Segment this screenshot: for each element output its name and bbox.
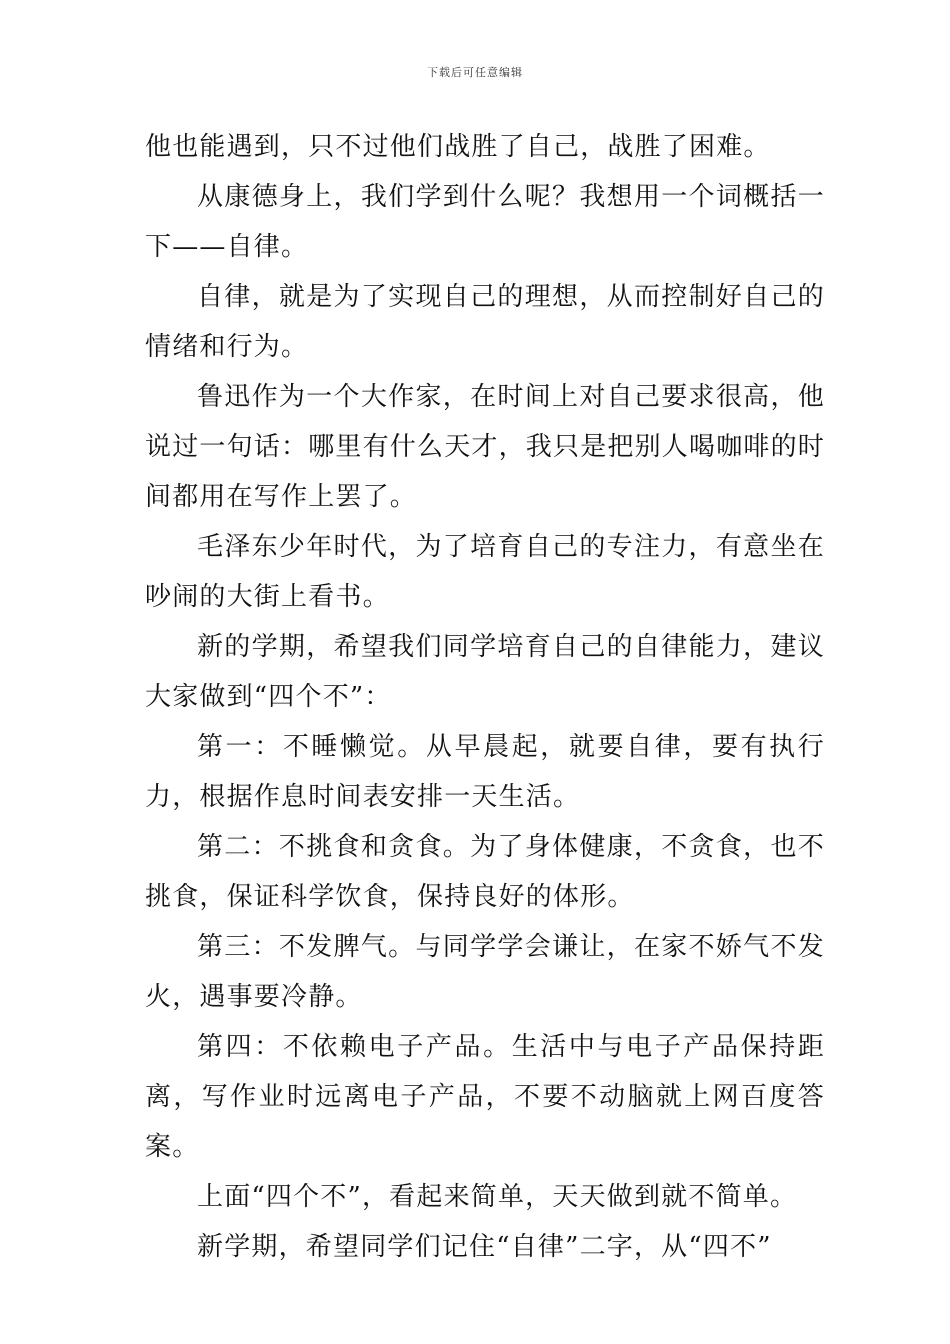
paragraph-8: 第二：不挑食和贪食。为了身体健康，不贪食，也不挑食，保证科学饮食，保持良好的体形。	[145, 832, 825, 912]
paragraph-11: 上面“四个不”，看起来简单，天天做到就不简单。	[197, 1182, 798, 1212]
paragraph-3: 自律，就是为了实现自己的理想，从而控制好自己的情绪和行为。	[145, 282, 825, 362]
paragraph-5: 毛泽东少年时代，为了培育自己的专注力，有意坐在吵闹的大街上看书。	[145, 532, 825, 612]
page-header: 下载后可任意编辑	[427, 66, 523, 79]
paragraph-9: 第三：不发脾气。与同学学会谦让，在家不娇气不发火，遇事要冷静。	[145, 932, 825, 1012]
paragraph-6: 新的学期，希望我们同学培育自己的自律能力，建议大家做到“四个不”：	[145, 632, 825, 712]
paragraph-12: 新学期，希望同学们记住“自律”二字，从“四不”	[197, 1232, 772, 1262]
paragraph-2: 从康德身上，我们学到什么呢？我想用一个词概括一下——自律。	[145, 182, 825, 262]
paragraph-10: 第四：不依赖电子产品。生活中与电子产品保持距离，写作业时远离电子产品，不要不动脑就上网百度答案。	[145, 1032, 825, 1162]
paragraph-7: 第一：不睡懒觉。从早晨起，就要自律，要有执行力，根据作息时间表安排一天生活。	[145, 732, 825, 812]
paragraph-4: 鲁迅作为一个大作家，在时间上对自己要求很高，他说过一句话：哪里有什么天才，我只是把别人喝咖啡的时间都用在写作上罢了。	[145, 382, 826, 512]
document-body	[145, 122, 825, 1272]
paragraph-1: 他也能遇到，只不过他们战胜了自己，战胜了困难。	[145, 132, 771, 162]
